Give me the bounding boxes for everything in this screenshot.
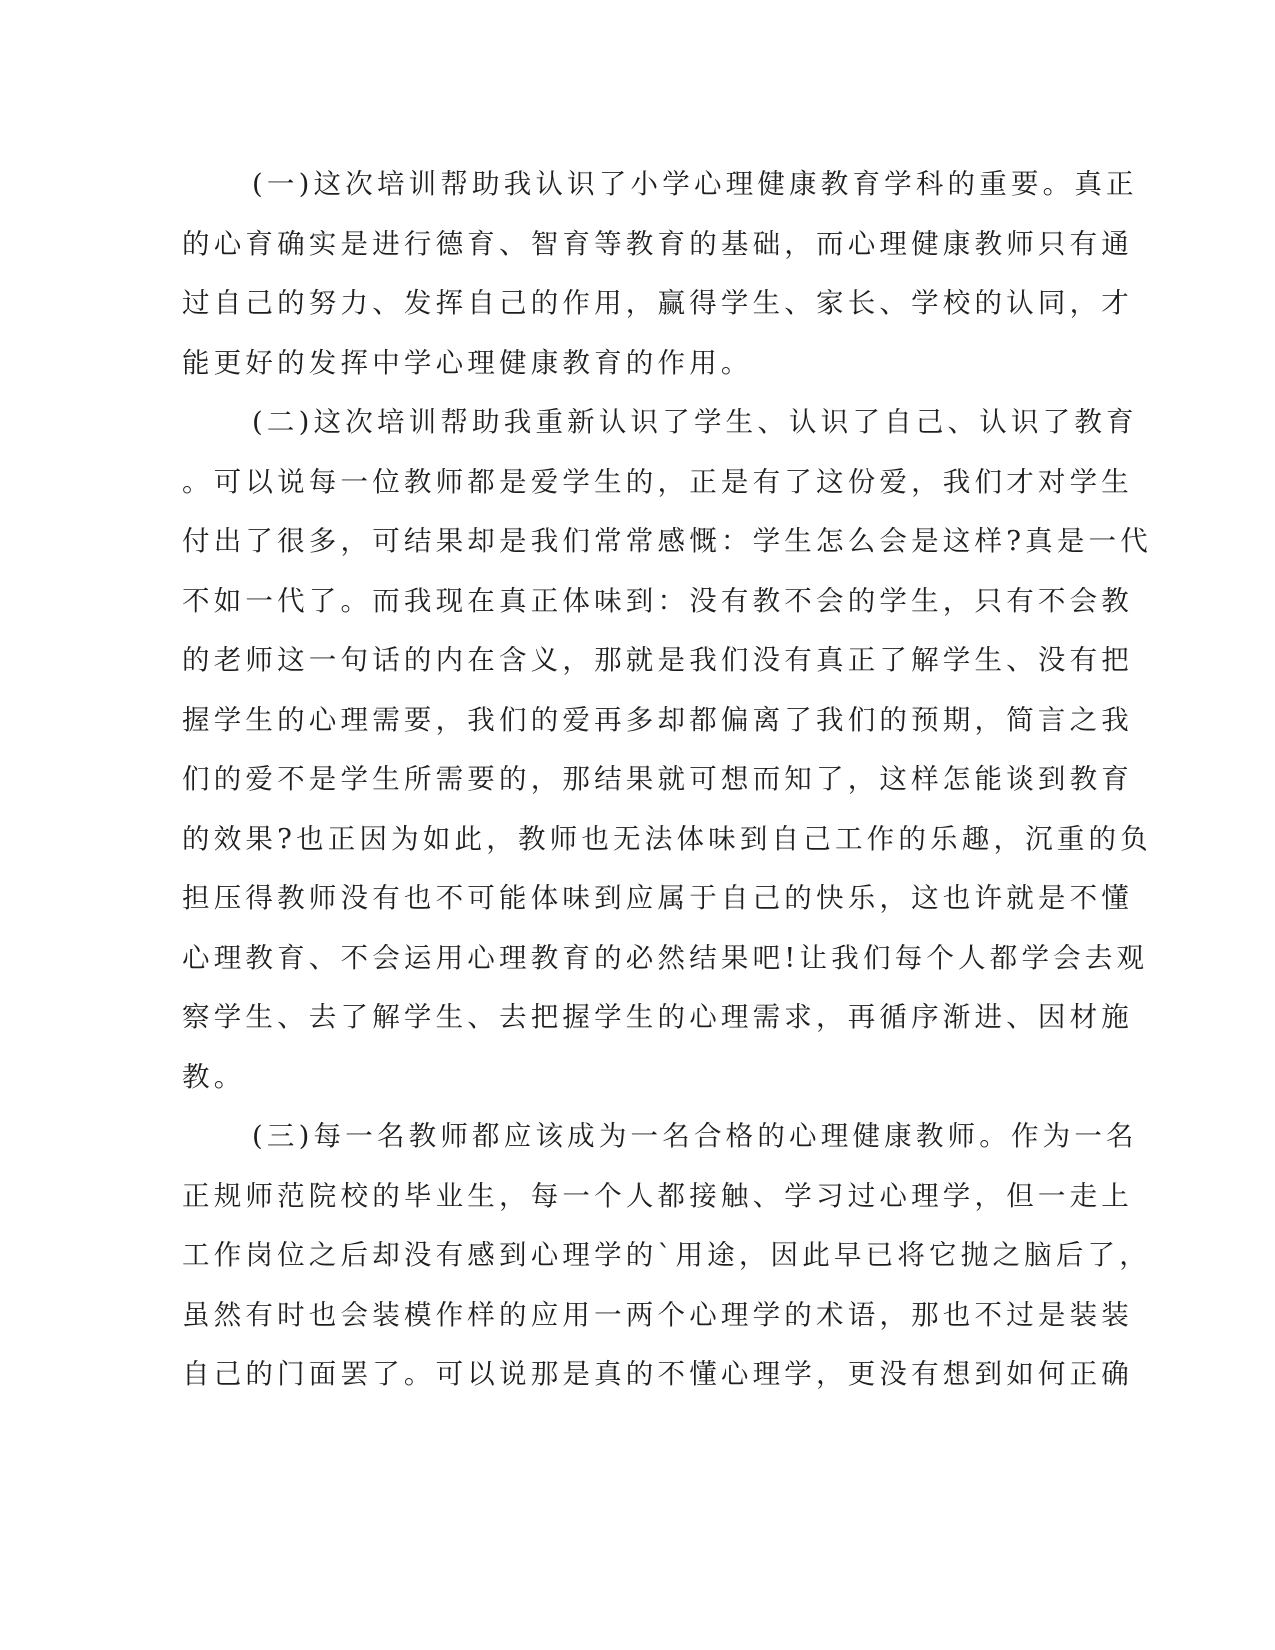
paragraph-1-line-3: 过自己的努力、发挥自己的作用，赢得学生、家长、学校的认同，才	[182, 287, 1133, 319]
paragraph-2-line-9: 担压得教师没有也不可能体味到应属于自己的快乐，这也许就是不懂	[182, 882, 1133, 914]
paragraph-1-line-1: (一)这次培训帮助我认识了小学心理健康教育学科的重要。真正	[252, 168, 1138, 200]
paragraph-2-line-11: 察学生、去了解学生、去把握学生的心理需求，再循序渐进、因材施	[182, 1001, 1133, 1033]
paragraph-3-line-4: 虽然有时也会装模作样的应用一两个心理学的术语，那也不过是装装	[182, 1298, 1133, 1331]
paragraph-2-line-7: 们的爱不是学生所需要的，那结果就可想而知了，这样怎能谈到教育	[182, 763, 1133, 795]
paragraph-2-line-1: (二)这次培训帮助我重新认识了学生、认识了自己、认识了教育	[252, 406, 1138, 438]
paragraph-2-line-2: 。可以说每一位教师都是爱学生的，正是有了这份爱，我们才对学生	[182, 465, 1133, 498]
paragraph-2-line-12: 教。	[182, 1060, 246, 1093]
paragraph-2-line-10: 心理教育、不会运用心理教育的必然结果吧!让我们每个人都学会去观	[182, 941, 1149, 974]
paragraph-1-line-2: 的心育确实是进行德育、智育等教育的基础，而心理健康教师只有通	[182, 227, 1133, 260]
paragraph-3-line-5: 自己的门面罢了。可以说那是真的不懂心理学，更没有想到如何正确	[182, 1358, 1133, 1390]
paragraph-2-line-4: 不如一代了。而我现在真正体味到：没有教不会的学生，只有不会教	[182, 584, 1133, 617]
paragraph-2-line-3: 付出了很多，可结果却是我们常常感慨：学生怎么会是这样?真是一代	[182, 525, 1152, 557]
paragraph-3-line-1: (三)每一名教师都应该成为一名合格的心理健康教师。作为一名	[252, 1120, 1138, 1152]
paragraph-2-line-5: 的老师这一句话的内在含义，那就是我们没有真正了解学生、没有把	[182, 644, 1133, 676]
paragraph-1-line-4: 能更好的发挥中学心理健康教育的作用。	[182, 346, 753, 379]
paragraph-3-line-2: 正规师范院校的毕业生，每一个人都接触、学习过心理学，但一走上	[182, 1179, 1133, 1212]
paragraph-2-line-8: 的效果?也正因为如此，教师也无法体味到自己工作的乐趣，沉重的负	[182, 822, 1152, 855]
paragraph-3-line-3: 工作岗位之后却没有感到心理学的`用途，因此早已将它抛之脑后了，	[182, 1239, 1151, 1271]
document-body	[182, 155, 1152, 1405]
paragraph-2-line-6: 握学生的心理需要，我们的爱再多却都偏离了我们的预期，简言之我	[182, 703, 1133, 736]
